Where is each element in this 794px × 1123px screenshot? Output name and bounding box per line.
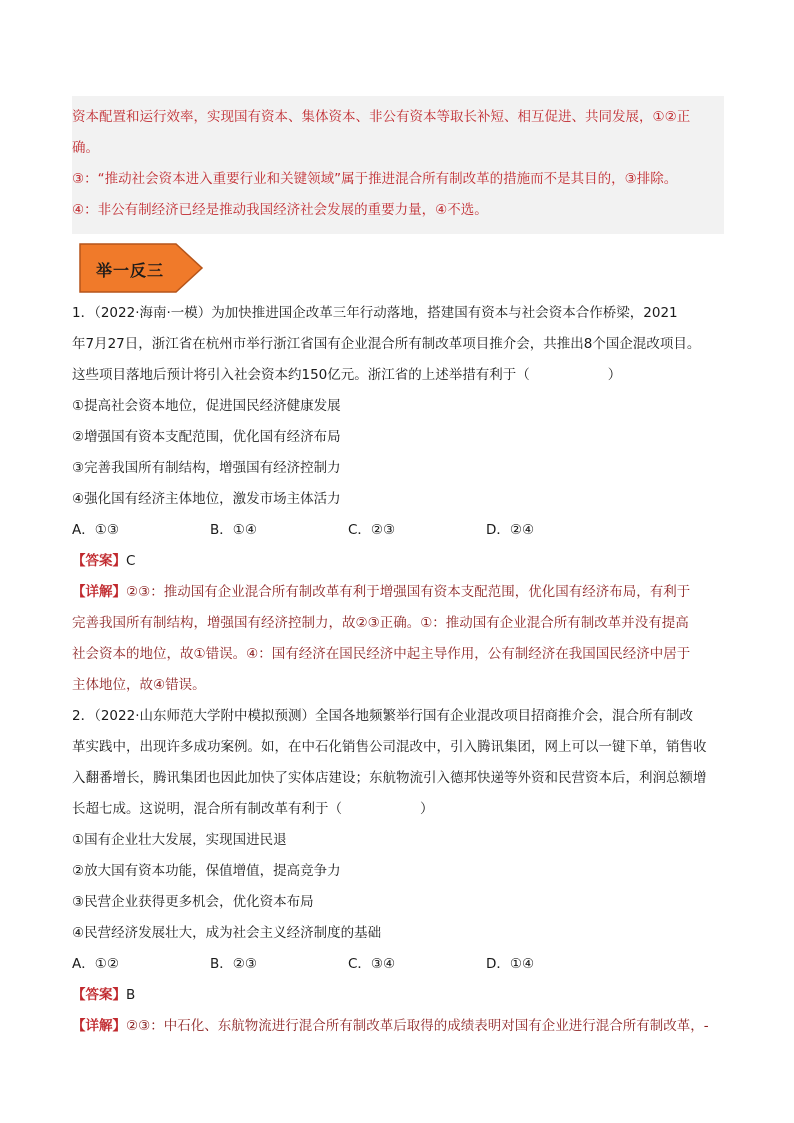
detail-line: 主体地位，故④错误。 <box>72 677 206 693</box>
question-stem-text: 长超七成。这说明，混合所有制改革有利于（ <box>72 801 342 817</box>
answer-value: B <box>126 987 136 1003</box>
statement-option: ②增强国有资本支配范围，优化国有经济布局 <box>72 429 341 445</box>
section-tag <box>78 242 724 298</box>
choice-a: A．①② <box>72 956 119 972</box>
choice-c: C．③④ <box>348 956 396 972</box>
detail-text: ②③：推动国有企业混合所有制改革有利于增强国有资本支配范围，优化国有经济布局，有利于 <box>126 584 691 600</box>
statement-option: ④民营经济发展壮大，成为社会主义经济制度的基础 <box>72 925 382 941</box>
statement-option: ①国有企业壮大发展，实现国进民退 <box>72 832 287 848</box>
detail-line: 完善我国所有制结构，增强国有经济控制力，故②③正确。①：推动国有企业混合所有制改革并没有提高 <box>72 615 689 631</box>
statement-option: ④强化国有经济主体地位，激发市场主体活力 <box>72 491 341 507</box>
choice-b: B．①④ <box>210 522 257 538</box>
choice-b: B．②③ <box>210 956 257 972</box>
explanation-line: 确。 <box>72 140 99 156</box>
explanation-line: 资本配置和运行效率，实现国有资本、集体资本、非公有资本等取长补短、相互促进、共同发展，①②正 <box>72 109 691 125</box>
question-stem-line <box>72 794 724 825</box>
detail-line <box>72 1011 724 1042</box>
statement-option: ③完善我国所有制结构，增强国有经济控制力 <box>72 460 341 476</box>
answer-label: 【答案】 <box>72 987 126 1003</box>
choice-d: D．①④ <box>486 956 535 972</box>
section-tag-label: 举一反三 <box>96 261 165 280</box>
explanation-line: ④：非公有制经济已经是推动我国经济社会发展的重要力量，④不选。 <box>72 202 488 218</box>
question-stem-line: 2．（2022·山东师范大学附中模拟预测）全国各地频繁举行国有企业混改项目招商推介会，混合所有制改 <box>72 708 693 724</box>
question-stem-line: 入翻番增长，腾讯集团也因此加快了实体店建设；东航物流引入德邦快递等外资和民营资本后，利润总额增 <box>72 770 707 786</box>
explanation-line: ③：“推动社会资本进入重要行业和关键领域”属于推进混合所有制改革的措施而不是其目的，③排除。 <box>72 171 678 187</box>
answer-label: 【答案】 <box>72 553 126 569</box>
question-stem-line: 1．（2022·海南·一模）为加快推进国企改革三年行动落地，搭建国有资本与社会资本合作桥梁，2021 <box>72 305 678 321</box>
detail-label: 【详解】 <box>72 584 126 600</box>
choice-row <box>72 515 724 546</box>
detail-line: 社会资本的地位，故①错误。④：国有经济在国民经济中起主导作用，公有制经济在我国国民经济中居于 <box>72 646 691 662</box>
detail-line <box>72 577 724 608</box>
choice-c: C．②③ <box>348 522 396 538</box>
choice-a: A．①③ <box>72 522 119 538</box>
detail-label: 【详解】 <box>72 1018 126 1034</box>
statement-option: ①提高社会资本地位，促进国民经济健康发展 <box>72 398 341 414</box>
question-2 <box>72 701 724 1042</box>
statement-option: ③民营企业获得更多机会，优化资本布局 <box>72 894 314 910</box>
choice-d: D．②④ <box>486 522 535 538</box>
answer-value: C <box>126 553 136 569</box>
question-stem-line: 年7月27日，浙江省在杭州市举行浙江省国有企业混合所有制改革项目推介会，共推出8个国企混改项目。 <box>72 336 701 352</box>
question-1 <box>72 298 724 701</box>
question-stem-close: ） <box>607 367 622 383</box>
question-stem-text: 这些项目落地后预计将引入社会资本约150亿元。浙江省的上述举措有利于（ <box>72 367 530 383</box>
detail-text: ②③：中石化、东航物流进行混合所有制改革后取得的成绩表明对国有企业进行混合所有制改革，- <box>126 1018 709 1034</box>
question-stem-close: ） <box>420 801 434 817</box>
page <box>72 96 724 1042</box>
choice-row <box>72 949 724 980</box>
answer-line <box>72 980 724 1011</box>
question-stem-line <box>72 360 724 391</box>
statement-option: ②放大国有资本功能，保值增值，提高竞争力 <box>72 863 341 879</box>
answer-line <box>72 546 724 577</box>
question-stem-line: 革实践中，出现许多成功案例。如，在中石化销售公司混改中，引入腾讯集团，网上可以一键下单，销售收 <box>72 739 707 755</box>
explanation-box <box>72 96 724 234</box>
